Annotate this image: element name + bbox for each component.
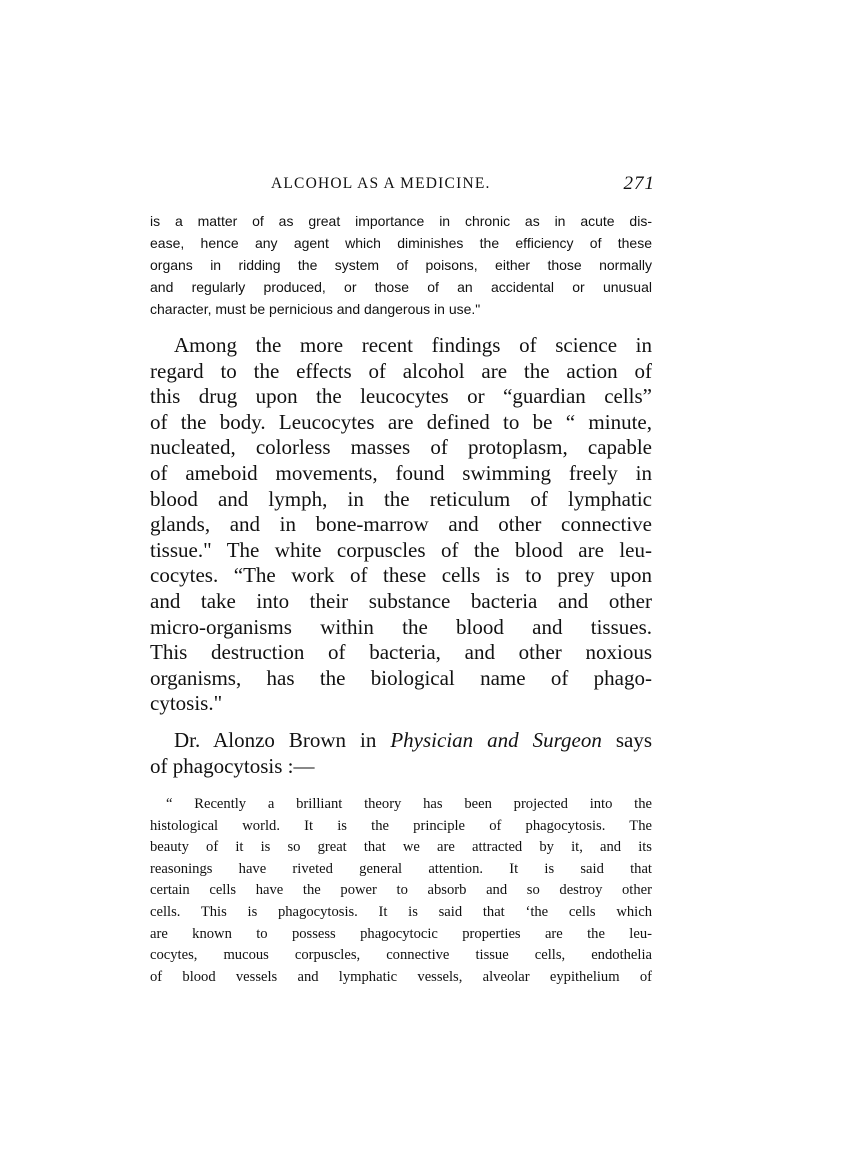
paragraph-line: and take into their substance bacteria and other	[150, 588, 652, 613]
running-title: ALCOHOL AS A MEDICINE.	[271, 175, 491, 192]
paragraph-line: tissue." The white corpuscles of the blood are leu-	[150, 537, 652, 562]
quote-line: ease, hence any agent which diminishes the efficiency of these	[150, 235, 652, 251]
quote-line: histological world. It is the principle of phagocytosis. The	[150, 817, 652, 834]
quote-line: beauty of it is so great that we are attracted by it, and its	[150, 839, 652, 856]
paragraph-line: of ameboid movements, found swimming freely in	[150, 460, 652, 485]
paragraph-line: blood and lymph, in the reticulum of lymphatic	[150, 486, 652, 511]
block-quote-brown	[150, 794, 652, 988]
paragraph-line: of the body. Leucocytes are defined to be “ minute,	[150, 409, 652, 434]
paragraph-text: Dr. Alonzo Brown in	[174, 727, 377, 752]
paragraph-line: of phagocytosis :—	[150, 753, 315, 778]
paragraph-line: this drug upon the leucocytes or “guardian cells”	[150, 384, 652, 409]
paragraph-line: This destruction of bacteria, and other noxious	[150, 640, 652, 665]
paragraph-alonzo-brown	[150, 728, 652, 779]
paragraph-line: glands, and in bone-marrow and other connective	[150, 512, 652, 537]
quote-line: and regularly produced, or those of an accidental or unusual	[150, 279, 652, 295]
book-page	[150, 170, 655, 988]
paragraph-line: regard to the effects of alcohol are the action of	[150, 358, 652, 383]
paragraph-line	[150, 728, 652, 754]
quote-line: character, must be pernicious and dangerous in use."	[150, 301, 481, 317]
quote-line: cocytes, mucous corpuscles, connective tissue cells, endothelia	[150, 947, 652, 964]
paragraph-text: says	[615, 727, 652, 752]
paragraph-line: cytosis."	[150, 691, 223, 716]
quote-line: certain cells have the power to absorb and so destroy other	[150, 882, 652, 899]
quote-line: are known to possess phagocytocic properties are the leu-	[150, 925, 652, 942]
quote-line: is a matter of as great importance in chronic as in acute dis-	[150, 213, 652, 229]
paragraph-line: organisms, has the biological name of phago-	[150, 665, 652, 690]
paragraph-line: micro-organisms within the blood and tissues.	[150, 614, 652, 639]
paragraph-line: Among the more recent findings of science in	[174, 333, 652, 357]
paragraph-leucocytes	[150, 333, 652, 717]
quote-line: cells. This is phagocytosis. It is said that ‘the cells which	[150, 904, 652, 921]
journal-title: Physician and Surgeon	[390, 727, 602, 752]
running-head	[150, 170, 655, 196]
page-number: 271	[623, 173, 655, 194]
paragraph-line: cocytes. “The work of these cells is to prey upon	[150, 563, 652, 588]
quote-line: reasonings have riveted general attention. It is said that	[150, 860, 652, 877]
quote-line: “ Recently a brilliant theory has been projected into the	[166, 796, 652, 813]
paragraph-line: nucleated, colorless masses of protoplasm, capable	[150, 435, 652, 460]
block-quote-continued	[150, 210, 652, 320]
quote-line: of blood vessels and lymphatic vessels, alveolar eypithelium of	[150, 968, 652, 985]
quote-line: organs in ridding the system of poisons, either those normally	[150, 257, 652, 273]
